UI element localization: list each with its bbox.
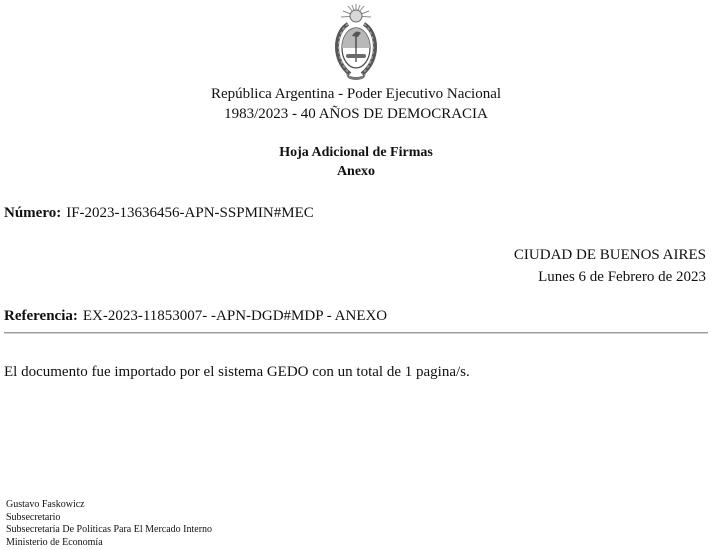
location-city: CIUDAD DE BUENOS AIRES	[513, 247, 706, 263]
signer-title: Subsecretario	[6, 511, 61, 523]
signer-name: Gustavo Faskowicz	[6, 499, 85, 510]
body-text: El documento fue importado por el sistema GEDO con un total de 1 pagina/s.	[4, 364, 470, 380]
signature-block	[6, 499, 212, 549]
referencia-label: Referencia:	[4, 308, 78, 324]
separator-rule	[4, 332, 708, 334]
document-subtitle: Anexo	[336, 164, 376, 179]
numero-label: Número:	[4, 205, 62, 221]
signer-office: Subsecretaría De Políticas Para El Mercado Interno	[6, 524, 213, 535]
document-date: Lunes 6 de Febrero de 2023	[538, 269, 706, 285]
document-title: Hoja Adicional de Firmas	[279, 145, 433, 160]
government-name: República Argentina - Poder Ejecutivo Nacional	[210, 86, 502, 102]
signer-ministry: Ministerio de Economía	[6, 536, 103, 548]
referencia-field	[4, 306, 387, 326]
coat-of-arms-seal	[328, 2, 384, 84]
referencia-value: EX-2023-11853007- -APN-DGD#MDP - ANEXO	[82, 308, 388, 324]
numero-value: IF-2023-13636456-APN-SSPMIN#MEC	[66, 205, 314, 221]
democracy-motto: 1983/2023 - 40 AÑOS DE DEMOCRACIA	[224, 106, 488, 122]
numero-field	[4, 203, 314, 223]
